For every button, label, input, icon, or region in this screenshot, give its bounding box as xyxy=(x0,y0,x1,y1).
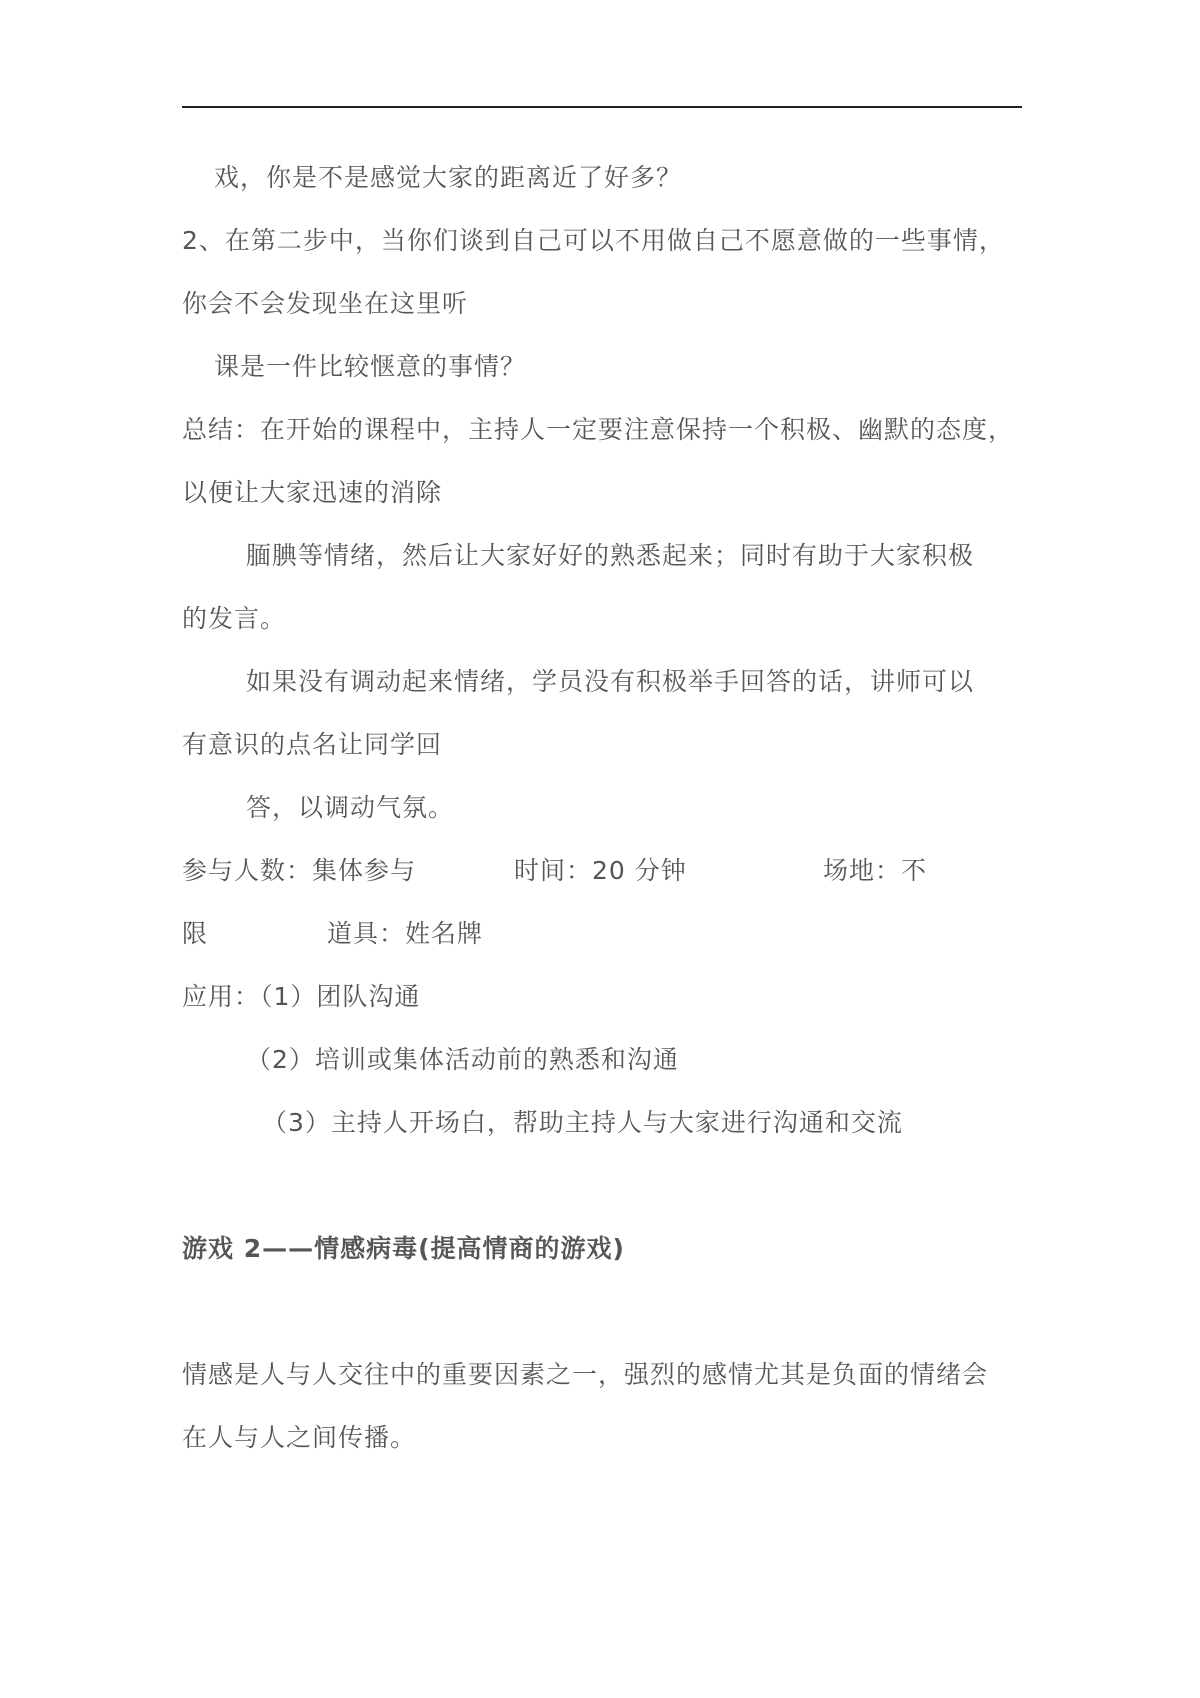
paragraph-line: 腼腆等情绪，然后让大家好好的熟悉起来；同时有助于大家积极 xyxy=(246,541,975,570)
paragraph-line: 的发言。 xyxy=(182,604,287,633)
paragraph-line: 戏，你是不是感觉大家的距离近了好多？ xyxy=(214,163,683,192)
application-item: （2）培训或集体活动前的熟悉和沟通 xyxy=(246,1045,679,1074)
paragraph-line: 以便让大家迅速的消除 xyxy=(182,478,443,507)
time-label: 时间：20 分钟 xyxy=(514,856,687,885)
paragraph-line: 在人与人之间传播。 xyxy=(182,1423,417,1452)
section-heading: 游戏 2——情感病毒(提高情商的游戏) xyxy=(182,1234,625,1263)
paragraph-line: 你会不会发现坐在这里听 xyxy=(182,289,469,318)
application-item: （3）主持人开场白，帮助主持人与大家进行沟通和交流 xyxy=(262,1108,903,1137)
venue-label: 场地：不 xyxy=(823,856,928,885)
paragraph-line: 有意识的点名让同学回 xyxy=(182,730,443,759)
paragraph-line: 答，以调动气氛。 xyxy=(246,793,455,822)
paragraph-line: 情感是人与人交往中的重要因素之一，强烈的感情尤其是负面的情绪会 xyxy=(182,1360,989,1389)
props-label: 道具：姓名牌 xyxy=(327,919,484,948)
paragraph-line: 总结：在开始的课程中，主持人一定要注意保持一个积极、幽默的态度， xyxy=(182,415,1015,444)
paragraph-line: 课是一件比较惬意的事情？ xyxy=(214,352,527,381)
application-label: 应用：（1）团队沟通 xyxy=(182,982,421,1011)
header-rule xyxy=(182,106,1022,108)
paragraph-line: 2、在第二步中，当你们谈到自己可以不用做自己不愿意做的一些事情， xyxy=(182,226,1005,255)
venue-label-cont: 限 xyxy=(182,919,209,948)
paragraph-line: 如果没有调动起来情绪，学员没有积极举手回答的话，讲师可以 xyxy=(246,667,975,696)
participants-label: 参与人数：集体参与 xyxy=(182,856,417,885)
